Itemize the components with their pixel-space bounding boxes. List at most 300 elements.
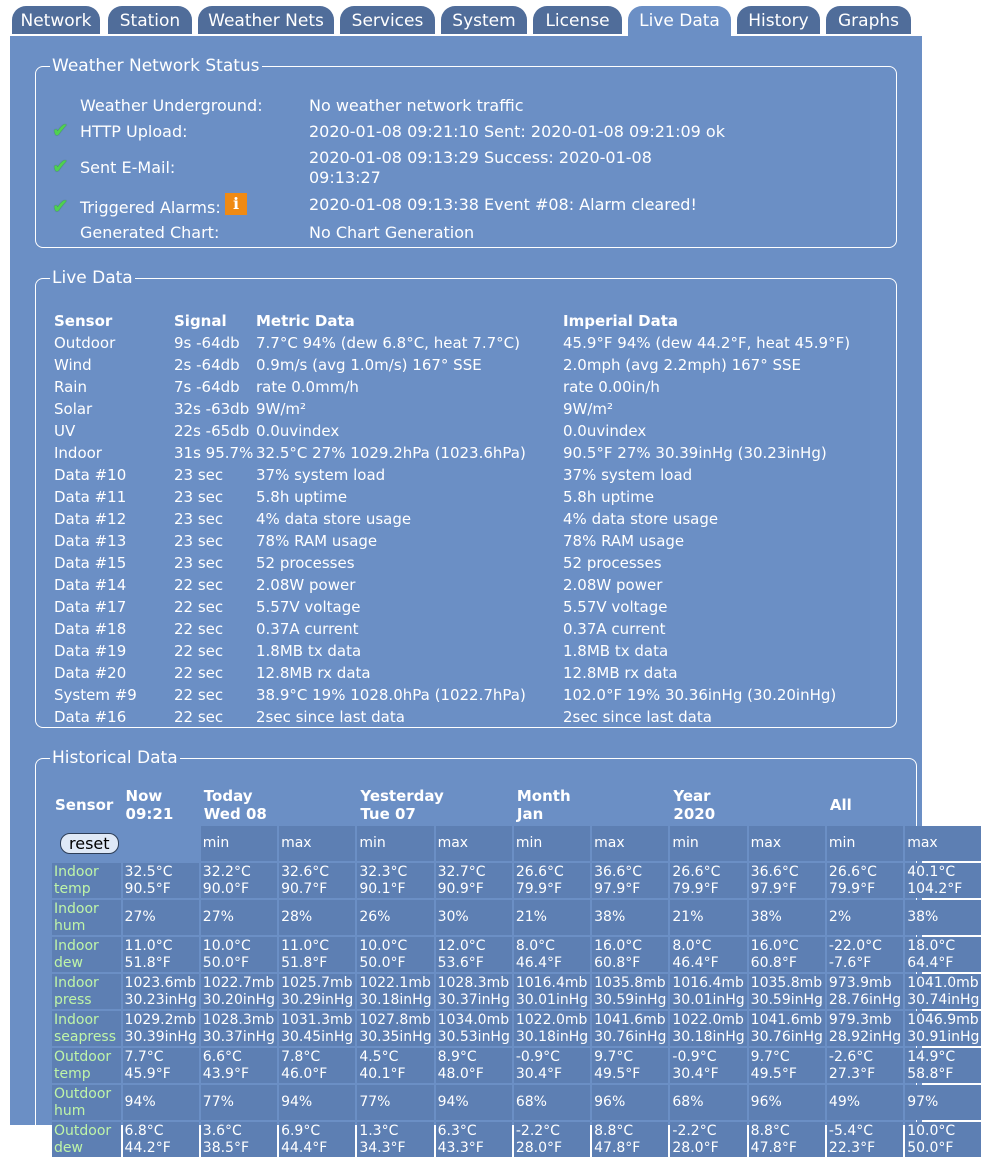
hist-value: 30.45inHg [281, 1028, 354, 1045]
hist-value-cell [670, 1011, 746, 1046]
live-cell-metric: 52 processes [256, 553, 355, 572]
hist-header-sensor [52, 786, 121, 824]
hist-value-cell [514, 1048, 590, 1083]
hist-value: 44.4°F [281, 1139, 328, 1156]
hist-value: -0.9°C [515, 1048, 560, 1065]
hist-value: 6.3°C [437, 1122, 477, 1139]
hist-value: 26% [359, 909, 391, 925]
hist-value: 51.8°F [124, 954, 171, 971]
hist-value: 38.5°F [202, 1139, 250, 1156]
hist-value: 7.8°C [281, 1048, 321, 1065]
hist-value: 60.8°F [594, 954, 641, 971]
tab-network[interactable]: Network [12, 6, 100, 34]
hist-value-cell [123, 1048, 199, 1083]
hist-value-cell [201, 937, 277, 972]
live-data-row [52, 486, 891, 508]
tab-system[interactable]: System [441, 6, 527, 34]
max-label: max [436, 826, 512, 861]
live-data-row [52, 596, 891, 618]
hist-header-all [827, 786, 982, 824]
hist-value-cell [123, 1011, 199, 1046]
hist-header-today [201, 786, 356, 824]
hist-value: 90.7°F [281, 880, 328, 897]
hist-value: 3.6°C [202, 1122, 242, 1139]
reset-button[interactable]: reset [60, 833, 119, 854]
live-cell-imperial: 45.9°F 94% (dew 44.2°F, heat 45.9°F) [563, 333, 851, 352]
min-label: min [357, 826, 433, 861]
hist-value-cell [357, 900, 433, 935]
hist-value-cell [201, 900, 277, 935]
hist-value-cell [592, 1085, 668, 1120]
status-value-triggered-alarms: 2020-01-08 09:13:38 Event #08: Alarm cleared! [309, 195, 697, 214]
hist-value-cell [827, 863, 903, 898]
hist-value-cell [514, 1085, 590, 1120]
hist-sensor-name [52, 1085, 121, 1120]
hist-value-cell [201, 1122, 277, 1157]
hist-value: 1022.0mb [515, 1011, 588, 1028]
hist-value: 40.1°F [359, 1065, 406, 1082]
hist-value: 1031.3mb [281, 1011, 353, 1028]
hist-header-today-l1: Today [203, 787, 253, 805]
live-data-row [52, 464, 891, 486]
hist-value-cell [905, 900, 981, 935]
hist-value: 49.5°F [750, 1065, 797, 1082]
live-cell-sensor: Data #15 [54, 553, 127, 572]
hist-value-cell [201, 974, 277, 1009]
hist-value: 45.9°F [124, 1065, 171, 1082]
hist-value: 30.59inHg [594, 991, 667, 1008]
hist-value: 44.2°F [124, 1139, 171, 1156]
live-header-sensor: Sensor [54, 311, 113, 330]
hist-value: 30.76inHg [750, 1028, 823, 1045]
historical-row [52, 863, 981, 898]
live-cell-signal: 7s -64db [174, 377, 240, 396]
hist-value: 21% [672, 909, 704, 925]
hist-value-cell [670, 974, 746, 1009]
hist-value-cell [592, 863, 668, 898]
hist-value-cell [123, 863, 199, 898]
hist-value: 28.76inHg [828, 991, 902, 1008]
live-cell-signal: 22 sec [174, 707, 224, 726]
hist-value: 79.9°F [828, 880, 876, 897]
hist-value: -2.2°C [515, 1122, 560, 1139]
hist-sensor-name [52, 863, 121, 898]
content-panel [10, 36, 980, 1156]
live-cell-sensor: Rain [54, 377, 87, 396]
hist-value: 97% [907, 1094, 939, 1110]
weather-network-status [35, 56, 897, 248]
hist-value-cell [749, 1011, 825, 1046]
historical-row [52, 1085, 981, 1120]
hist-value: 94% [281, 1094, 313, 1110]
live-cell-imperial: 2.08W power [563, 575, 663, 594]
live-cell-signal: 32s -63db [174, 399, 250, 418]
hist-value-cell [201, 1048, 277, 1083]
min-label: min [827, 826, 903, 861]
live-cell-sensor: Outdoor [54, 333, 116, 352]
hist-value: 28.0°F [672, 1139, 719, 1156]
hist-value: 1028.3mb [437, 974, 510, 991]
live-data-row [52, 684, 891, 706]
hist-value-cell [514, 937, 590, 972]
hist-value: 28% [281, 909, 313, 925]
hist-value: 64.4°F [907, 954, 954, 971]
hist-value: -2.6°C [828, 1048, 874, 1065]
hist-value-cell [827, 1085, 903, 1120]
live-cell-sensor: Data #18 [54, 619, 127, 638]
max-label: max [592, 826, 668, 861]
live-data-row [52, 618, 891, 640]
hist-sensor-name-part: Indoor [54, 900, 99, 917]
live-cell-signal: 23 sec [174, 487, 224, 506]
hist-value-cell [436, 1085, 512, 1120]
hist-value: 973.9mb [828, 974, 892, 991]
hist-sensor-name [52, 900, 121, 935]
hist-value: 30.4°F [515, 1065, 563, 1082]
hist-value-cell [123, 1122, 199, 1157]
hist-value: 27.3°F [828, 1065, 876, 1082]
live-data-section [35, 268, 897, 728]
hist-value: 1041.0mb [907, 974, 979, 991]
hist-value-cell [827, 1011, 903, 1046]
hist-value: -0.9°C [672, 1048, 717, 1065]
live-data-row [52, 574, 891, 596]
hist-value: 6.6°C [202, 1048, 242, 1065]
historical-row [52, 900, 981, 935]
live-cell-imperial: 102.0°F 19% 30.36inHg (30.20inHg) [563, 685, 837, 704]
live-cell-sensor: Indoor [54, 443, 102, 462]
hist-value: 96% [750, 1094, 782, 1110]
check-icon: ✔ [52, 154, 69, 178]
hist-value-cell [357, 1085, 433, 1120]
hist-value: 30.20inHg [202, 991, 276, 1008]
hist-sensor-name-part: dew [54, 1139, 83, 1156]
hist-sensor-name-part: Outdoor [54, 1085, 112, 1102]
live-cell-metric: 7.7°C 94% (dew 6.8°C, heat 7.7°C) [256, 333, 520, 352]
hist-value: 1029.2mb [124, 1011, 197, 1028]
hist-value: 8.8°C [594, 1122, 634, 1139]
live-data-row [52, 376, 891, 398]
hist-header-month-l2: Jan [516, 805, 544, 823]
live-data-row [52, 420, 891, 442]
live-cell-metric: 4% data store usage [256, 509, 412, 528]
min-label: min [201, 826, 277, 861]
hist-value: 30.4°F [672, 1065, 719, 1082]
hist-value: 22.3°F [828, 1139, 876, 1156]
hist-value-cell [357, 863, 433, 898]
hist-value-cell [514, 974, 590, 1009]
hist-header-now [123, 786, 199, 824]
hist-value: 104.2°F [907, 880, 963, 897]
hist-header-month-l1: Month [516, 787, 571, 805]
live-cell-metric: 5.8h uptime [256, 487, 348, 506]
hist-value: 8.8°C [750, 1122, 790, 1139]
hist-value-cell [670, 1122, 746, 1157]
hist-value: 26.6°C [515, 863, 564, 880]
hist-value: 6.8°C [124, 1122, 164, 1139]
live-data-row [52, 552, 891, 574]
hist-value: 30.74inHg [907, 991, 980, 1008]
hist-value: 36.6°C [750, 863, 799, 880]
hist-sensor-name-part: hum [54, 1102, 86, 1119]
hist-sensor-name-part: dew [54, 954, 83, 971]
hist-value-cell [670, 863, 746, 898]
hist-value: 58.8°F [907, 1065, 954, 1082]
hist-value: 79.9°F [672, 880, 719, 897]
check-icon: ✔ [52, 194, 69, 218]
hist-value: 90.5°F [124, 880, 171, 897]
hist-value: 47.8°F [594, 1139, 641, 1156]
status-label-sent-email: Sent E-Mail: [80, 158, 176, 177]
hist-value: 47.8°F [750, 1139, 797, 1156]
hist-value: 60.8°F [750, 954, 797, 971]
hist-header-year-l2: 2020 [673, 805, 716, 823]
live-cell-imperial: 2sec since last data [563, 707, 712, 726]
live-cell-signal: 9s -64db [174, 333, 240, 352]
hist-value: 9.7°C [594, 1048, 634, 1065]
max-label: max [749, 826, 825, 861]
live-cell-signal: 22s -65db [174, 421, 250, 440]
hist-value-cell [905, 974, 981, 1009]
hist-value: 1041.6mb [594, 1011, 666, 1028]
hist-value: 94% [437, 1094, 469, 1110]
status-value-sent-email-line2: 09:13:27 [309, 168, 381, 187]
hist-value: -22.0°C [828, 937, 882, 954]
max-label: max [905, 826, 981, 861]
hist-value: 34.3°F [359, 1139, 406, 1156]
live-cell-imperial: 9W/m² [563, 399, 614, 418]
hist-value: 2% [828, 909, 852, 925]
hist-value-cell [592, 1011, 668, 1046]
hist-value-cell [514, 900, 590, 935]
reset-cell [52, 826, 121, 861]
historical-row [52, 1048, 981, 1083]
tab-history[interactable]: History [737, 6, 820, 34]
hist-value: 46.0°F [281, 1065, 328, 1082]
live-cell-sensor: Solar [54, 399, 93, 418]
hist-sensor-name-part: Indoor [54, 974, 99, 991]
live-cell-imperial: 1.8MB tx data [563, 641, 669, 660]
hist-value: 16.0°C [594, 937, 643, 954]
hist-value: 9.7°C [750, 1048, 790, 1065]
live-cell-imperial: 90.5°F 27% 30.39inHg (30.23inHg) [563, 443, 827, 462]
live-cell-sensor: Data #11 [54, 487, 127, 506]
hist-value-cell [357, 974, 433, 1009]
hist-value: 90.9°F [437, 880, 484, 897]
live-cell-signal: 23 sec [174, 465, 224, 484]
hist-value: 26.6°C [828, 863, 877, 880]
live-cell-sensor: Data #12 [54, 509, 127, 528]
live-cell-metric: 32.5°C 27% 1029.2hPa (1023.6hPa) [256, 443, 526, 462]
hist-value: 16.0°C [750, 937, 799, 954]
tab-license[interactable]: License [533, 6, 622, 34]
tab-weather-nets[interactable]: Weather Nets [198, 6, 334, 34]
hist-value: 979.3mb [828, 1011, 892, 1028]
hist-value: 49% [828, 1094, 861, 1110]
hist-value: 77% [359, 1094, 391, 1110]
hist-value: 40.1°C [907, 863, 956, 880]
live-data-header-row [52, 310, 891, 332]
hist-value: 90.0°F [202, 880, 250, 897]
hist-value-cell [436, 900, 512, 935]
historical-data-table [50, 784, 983, 1159]
hist-value-cell [436, 1011, 512, 1046]
hist-sensor-name [52, 1011, 121, 1046]
live-cell-metric: 78% RAM usage [256, 531, 378, 550]
live-data-row [52, 706, 891, 728]
historical-row [52, 1122, 981, 1157]
hist-value: 30.53inHg [437, 1028, 510, 1045]
hist-value: 4.5°C [359, 1048, 399, 1065]
live-cell-metric: 0.9m/s (avg 1.0m/s) 167° SSE [256, 355, 482, 374]
hist-sensor-name-part: Outdoor [54, 1048, 112, 1065]
live-cell-sensor: Data #20 [54, 663, 127, 682]
hist-value: 14.9°C [907, 1048, 956, 1065]
live-data-table [52, 310, 891, 728]
hist-value-cell [749, 1048, 825, 1083]
hist-value: 27% [124, 909, 156, 925]
hist-value: 6.9°C [281, 1122, 321, 1139]
live-cell-metric: 2sec since last data [256, 707, 405, 726]
hist-value: 1016.4mb [515, 974, 588, 991]
tab-graphs[interactable]: Graphs [826, 6, 911, 34]
hist-value: 43.9°F [202, 1065, 250, 1082]
hist-value-cell [905, 1011, 981, 1046]
info-icon[interactable]: i [225, 193, 247, 215]
hist-value: 97.9°F [750, 880, 797, 897]
hist-value: 50.0°F [907, 1139, 954, 1156]
historical-row [52, 937, 981, 972]
hist-header-year-l1: Year [673, 787, 711, 805]
tab-station[interactable]: Station [108, 6, 192, 34]
hist-value: 50.0°F [202, 954, 250, 971]
hist-value: 68% [672, 1094, 704, 1110]
tab-services[interactable]: Services [340, 6, 435, 34]
live-cell-sensor: Data #13 [54, 531, 127, 550]
historical-header-row [52, 786, 981, 824]
live-cell-metric: 0.0uvindex [256, 421, 340, 440]
hist-header-sensor-label: Sensor [55, 796, 114, 814]
hist-sensor-name [52, 1048, 121, 1083]
hist-header-year [670, 786, 825, 824]
live-cell-sensor: System #9 [54, 685, 137, 704]
hist-value-cell [749, 974, 825, 1009]
hist-sensor-name [52, 937, 121, 972]
hist-value: 30.29inHg [281, 991, 354, 1008]
hist-value: 10.0°C [907, 1122, 956, 1139]
hist-value: 30.01inHg [515, 991, 589, 1008]
live-cell-imperial: 5.8h uptime [563, 487, 655, 506]
hist-value: 38% [907, 909, 939, 925]
historical-row [52, 1011, 981, 1046]
live-cell-imperial: 0.37A current [563, 619, 666, 638]
live-cell-imperial: 0.0uvindex [563, 421, 647, 440]
hist-sensor-name-part: temp [54, 1065, 91, 1082]
hist-value: 8.9°C [437, 1048, 477, 1065]
hist-header-yesterday-l2: Tue 07 [360, 805, 416, 823]
live-cell-signal: 22 sec [174, 641, 224, 660]
tab-bar [0, 0, 929, 36]
hist-value-cell [749, 863, 825, 898]
hist-value: 30.35inHg [359, 1028, 432, 1045]
hist-value-cell [279, 1011, 355, 1046]
live-cell-sensor: Wind [54, 355, 92, 374]
hist-value: 38% [750, 909, 782, 925]
hist-sensor-name-part: seapress [54, 1028, 117, 1045]
hist-value-cell [749, 1122, 825, 1157]
hist-value-cell [905, 1122, 981, 1157]
live-cell-sensor: Data #10 [54, 465, 127, 484]
hist-value: 77% [202, 1094, 234, 1110]
hist-value-cell [749, 900, 825, 935]
hist-value: 18.0°C [907, 937, 956, 954]
hist-value: 1022.1mb [359, 974, 431, 991]
hist-sensor-name-part: Indoor [54, 863, 99, 880]
live-cell-metric: 12.8MB rx data [256, 663, 371, 682]
hist-value: 1022.0mb [672, 1011, 744, 1028]
hist-value-cell [123, 974, 199, 1009]
hist-value: -7.6°F [828, 954, 872, 971]
hist-header-yesterday-l1: Yesterday [360, 787, 444, 805]
live-cell-signal: 22 sec [174, 685, 224, 704]
hist-value: 1027.8mb [359, 1011, 431, 1028]
hist-value-cell [905, 1048, 981, 1083]
min-label: min [670, 826, 746, 861]
hist-value: 10.0°C [359, 937, 408, 954]
hist-value: 53.6°F [437, 954, 484, 971]
tab-live-data[interactable]: Live Data [628, 6, 731, 36]
hist-value: 1035.8mb [750, 974, 823, 991]
hist-value-cell [749, 1085, 825, 1120]
hist-value: 30.39inHg [124, 1028, 197, 1045]
hist-value: 30% [437, 909, 469, 925]
hist-value: 1016.4mb [672, 974, 744, 991]
live-cell-sensor: Data #14 [54, 575, 127, 594]
live-data-row [52, 398, 891, 420]
hist-value-cell [279, 1085, 355, 1120]
hist-value: 1028.3mb [202, 1011, 275, 1028]
hist-sensor-name [52, 974, 121, 1009]
hist-value: 43.3°F [437, 1139, 484, 1156]
live-cell-metric: 0.37A current [256, 619, 359, 638]
hist-value: 79.9°F [515, 880, 563, 897]
min-label: min [514, 826, 590, 861]
hist-value: 46.4°F [515, 954, 563, 971]
status-label-http-upload: HTTP Upload: [80, 122, 188, 141]
hist-value: 1041.6mb [750, 1011, 823, 1028]
live-cell-signal: 23 sec [174, 531, 224, 550]
hist-value: 8.0°C [672, 937, 712, 954]
live-cell-metric: 5.57V voltage [256, 597, 361, 616]
live-cell-metric: 37% system load [256, 465, 386, 484]
hist-value-cell [436, 1048, 512, 1083]
hist-value-cell [827, 937, 903, 972]
live-data-row [52, 442, 891, 464]
hist-value: 1025.7mb [281, 974, 353, 991]
hist-value-cell [827, 1122, 903, 1157]
live-cell-signal: 2s -64db [174, 355, 240, 374]
hist-value: 30.59inHg [750, 991, 823, 1008]
status-value-weather-underground: No weather network traffic [309, 96, 524, 115]
live-cell-signal: 31s 95.7% [174, 443, 254, 462]
hist-sensor-name-part: press [54, 991, 92, 1008]
hist-value: 49.5°F [594, 1065, 641, 1082]
hist-value-cell [670, 1085, 746, 1120]
live-cell-imperial: rate 0.00in/h [563, 377, 660, 396]
hist-sensor-name-part: temp [54, 880, 91, 897]
live-cell-imperial: 37% system load [563, 465, 693, 484]
hist-value-cell [279, 900, 355, 935]
